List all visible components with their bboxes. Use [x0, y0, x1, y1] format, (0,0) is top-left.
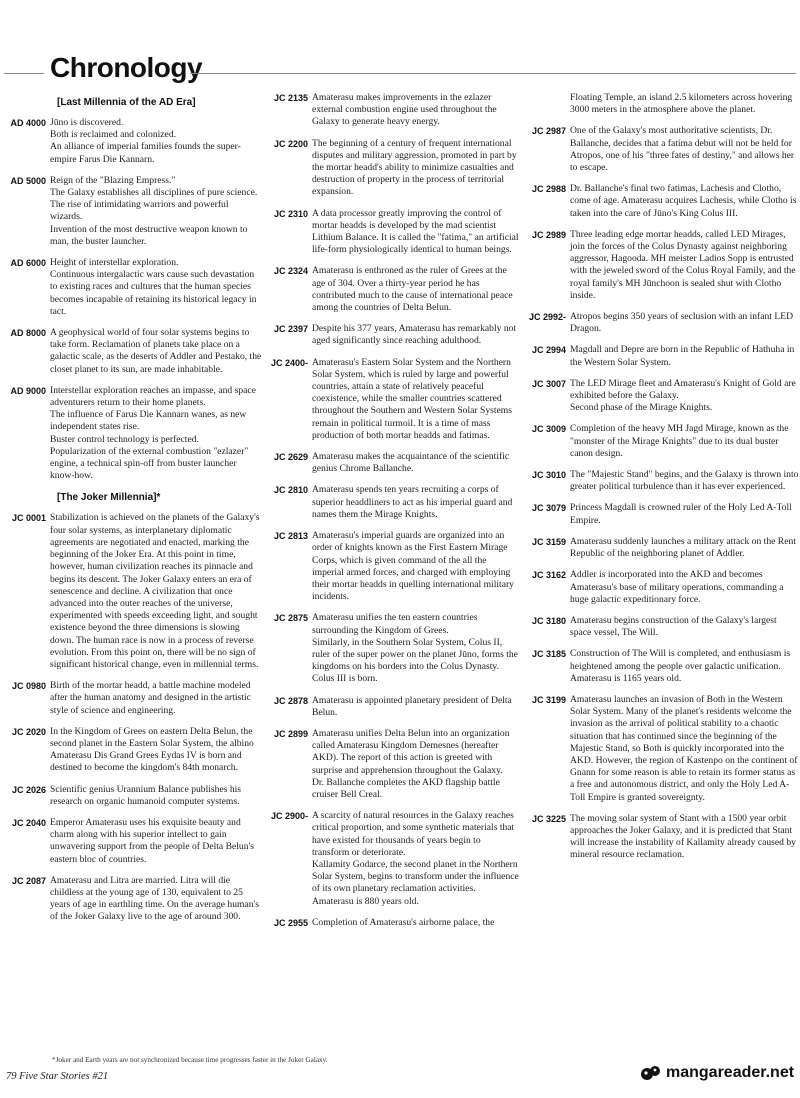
- entry-text: Reign of the "Blazing Empress." The Galaxy establishes all disciplines of pure science. The rise of intimidating warriors and powerful wizards. Invention of the most destructive weapon known to man, the buster launcher.: [50, 174, 258, 247]
- entry-year: JC 2200: [273, 138, 308, 149]
- entry-text: Princess Magdall is crowned ruler of the Holy Led A-Toll Empire.: [570, 502, 792, 526]
- entry-text: Interstellar exploration reaches an impasse, and space adventurers return to their home planets. The influence of Farus Die Kannarn wanes, as new independent states rise. Buster control technology is perfected. Popularization of the external combustion "ezlazer" engine, a technical spin-off from buster launcher know-how.: [50, 384, 256, 482]
- timeline-entry: [0, 817, 262, 866]
- timeline-entry: [522, 378, 800, 415]
- joker-millennia-entries: [0, 512, 262, 923]
- entry-text: Amaterasu launches an invasion of Both in the Western Solar System. Many of the planet's residents welcome the invasion as the arrival of political stability to a chaotic situation that has continued since the beginning of the Majestic Stand, so Both is quickly incorporated into the AKD. However, the region of Kastenpo on the continent of Gnann for some reason is able to retain its former status as a free and autonomous district, and only the Holy Led A-Toll Empire is granted sovereignty.: [570, 693, 798, 803]
- timeline-entry: [0, 385, 262, 483]
- timeline-entry: [522, 694, 800, 804]
- timeline-entry: [262, 357, 520, 442]
- continuation-entry: [522, 92, 800, 116]
- timeline-entry: [522, 183, 800, 220]
- entry-text: A data processor greatly improving the control of mortar headds is developed by the mad scientist Lithium Balance. It is called the "fatima," an artificial life-form physiologically identical to human beings.: [312, 207, 519, 256]
- entry-text: Addler is incorporated into the AKD and becomes Amaterasu's base of military operations, commanding a huge galactic expeditionary force.: [570, 569, 784, 605]
- entry-text: The moving solar system of Stant with a 1500 year orbit approaches the Joker Galaxy, and it is predicted that Stant will increase the instability of Kallamity already caused by mineral resource reclamation.: [570, 812, 796, 861]
- column-3: [522, 92, 800, 871]
- timeline-entry: [262, 810, 520, 908]
- entry-year: AD 6000: [10, 258, 46, 269]
- timeline-entry: [262, 208, 520, 257]
- entry-year: JC 3180: [531, 615, 566, 626]
- entry-year: JC 3009: [531, 424, 566, 435]
- entry-year: AD 9000: [10, 385, 46, 396]
- ad-era-entries: [0, 117, 262, 482]
- timeline-entry: [522, 569, 800, 606]
- timeline-entry: [522, 423, 800, 460]
- entry-year: JC 3162: [531, 570, 566, 581]
- entry-year: JC 3159: [531, 536, 566, 547]
- entry-text: The "Majestic Stand" begins, and the Galaxy is thrown into greater political turbulence than it has ever experienced.: [570, 469, 799, 493]
- entry-year: JC 2810: [273, 485, 308, 496]
- entry-year: JC 2992-: [528, 312, 566, 323]
- entry-year: JC 2989: [531, 229, 566, 240]
- timeline-entry: [262, 138, 520, 199]
- timeline-entry: [0, 784, 262, 808]
- timeline-entry: [522, 615, 800, 639]
- timeline-entry: [262, 484, 520, 521]
- timeline-entry: [0, 875, 262, 924]
- entry-year: AD 5000: [10, 175, 46, 186]
- entry-text: Amaterasu makes the acquaintance of the scientific genius Chrome Ballanche.: [312, 451, 510, 475]
- entry-year: JC 2994: [531, 345, 566, 356]
- entry-year: JC 2040: [11, 817, 46, 828]
- entry-text: Amaterasu's imperial guards are organized into an order of knights known as the First Eastern Mirage Corps, which is given command of the all the imperial armed forces, and charged with employing their mortar headds in quelling international military incidents.: [312, 530, 514, 603]
- entry-year: JC 0980: [11, 681, 46, 692]
- timeline-entry: [262, 323, 520, 347]
- title-rule-left: [4, 73, 44, 74]
- entry-year: JC 2324: [273, 266, 308, 277]
- entry-text: Amaterasu makes improvements in the ezlazer external combustion engine used throughout the Galaxy to generate heavy energy.: [312, 92, 497, 128]
- page-title: Chronology: [50, 52, 203, 83]
- entry-year: JC 0001: [11, 513, 46, 524]
- timeline-entry: [262, 917, 520, 929]
- timeline-entry: [262, 92, 520, 129]
- entry-year: JC 3007: [531, 378, 566, 389]
- entry-text: Birth of the mortar headd, a battle machine modeled after the human anatomy and designed in the artistic style of science and engineering.: [50, 680, 251, 716]
- timeline-entry: [0, 680, 262, 717]
- entry-year: JC 2899: [273, 728, 308, 739]
- entry-text: Stabilization is achieved on the planets of the Galaxy's four solar systems, as interplanetary diplomatic agreements are negotiated and enacted, marking the beginning of the Joker Era. At this point in time, however, human civilization reaches its pinnacle and begins its descent. The Joker Galaxy enters an era of senescence and decline. A civilization that once advanced into the outer reaches of the universe, experimented with speeds exceeding light, and sought existence beyond the three dimensions is slowing down. The human race is now in a process of reverse evolution. From this point on, there will be no sign of significant historical change, even in millennial terms.: [50, 512, 260, 670]
- entry-year: JC 2400-: [270, 357, 308, 368]
- section-heading-ad-era: [Last Millennia of the AD Era]: [57, 97, 196, 108]
- timeline-entry: [0, 327, 262, 376]
- entry-year: JC 2397: [273, 324, 308, 335]
- timeline-entry: [262, 530, 520, 603]
- section-heading-joker-millennia: [The Joker Millennia]*: [57, 492, 161, 504]
- entry-text: Height of interstellar exploration. Continuous intergalactic wars cause such devastation to existing races and cultures that the human species becomes incapable of retaining its historical legacy in tact.: [50, 257, 257, 317]
- entry-text: A geophysical world of four solar systems begins to take form. Reclamation of planets take place on a galactic scale, as the deserts of Addler and Pestako, the closet planet to its sun, are made inhabitable.: [50, 327, 262, 375]
- entry-year: JC 2813: [273, 531, 308, 542]
- entry-text: Construction of The Will is completed, and enthusiasm is heightened among the people over galactic unification. Amaterasu is 1165 years old.: [570, 648, 791, 684]
- entry-year: JC 2020: [11, 726, 46, 737]
- entry-year: AD 8000: [10, 328, 46, 339]
- watermark: [640, 1064, 794, 1082]
- timeline-entry: [0, 117, 262, 166]
- entry-text: Amaterasu unifies the ten eastern countries surrounding the Kingdom of Grees. Similarly, in the Southern Solar System, Colus II, ruler of the super power on the planet Jūno, forms the kingdoms on his borders into the Colus Dynasty. Colus III is born.: [312, 612, 518, 685]
- timeline-entry: [0, 512, 262, 671]
- timeline-entry: [262, 612, 520, 685]
- entry-year: JC 2987: [531, 126, 566, 137]
- timeline-entry: [522, 536, 800, 560]
- entry-text: Dr. Ballanche's final two fatimas, Lachesis and Clotho, come of age. Amaterasu acquires Lachesis, while Clotho is taken into the care of Jūno's King Colus III.: [570, 183, 797, 219]
- entry-year: JC 3185: [531, 649, 566, 660]
- entry-text: Emperor Amaterasu uses his exquisite beauty and charm along with his superior intellect to gain unwavering support from the people of Delta Belun's eastern bloc of countries.: [50, 816, 254, 865]
- timeline-entry: [262, 451, 520, 475]
- entry-year: JC 2900-: [270, 811, 308, 822]
- entry-text: In the Kingdom of Grees on eastern Delta Belun, the second planet in the Eastern Solar System, the albino Amaterasu Dis Grand Grees Eydas IV is born and destined to become the kingdom's 84th monarch.: [50, 725, 254, 774]
- entry-year: JC 3010: [531, 470, 566, 481]
- timeline-entry: [522, 813, 800, 862]
- entry-year: JC 2955: [273, 917, 308, 928]
- entry-year: JC 2875: [273, 613, 308, 624]
- continuation-text: Floating Temple, an island 2.5 kilometers across hovering 3000 meters in the atmosphere above the planet.: [570, 92, 793, 116]
- entry-text: Scientific genius Urannium Balance publishes his research on organic humanoid computer systems.: [50, 783, 242, 807]
- entry-text: Amaterasu and Litra are married. Litra will die childless at the young age of 130, equivalent to 25 years of age in earthling time. On the average human's of the Joker Galaxy live to the age of around 300.: [50, 874, 259, 923]
- timeline-entry: [0, 175, 262, 248]
- watermark-text: mangareader.net: [666, 1064, 795, 1081]
- timeline-entry: [262, 728, 520, 801]
- entry-text: Amaterasu suddenly launches a military attack on the Rent Republic of the neighboring planet of Addler.: [570, 535, 796, 560]
- entry-year: JC 3079: [531, 503, 566, 514]
- entry-text: Amaterasu spends ten years recruiting a corps of superior headdliners to act as his imperial guard and names them the Mirage Knights.: [312, 484, 513, 520]
- entry-text: The LED Mirage fleet and Amaterasu's Knight of Gold are exhibited before the Galaxy. Second phase of the Mirage Knights.: [570, 377, 796, 414]
- timeline-entry: [262, 265, 520, 314]
- timeline-entry: [522, 469, 800, 493]
- entry-year: JC 3225: [531, 813, 566, 824]
- entry-text: Completion of the heavy MH Jagd Mirage, known as the "monster of the Mirage Knights" due to its dual buster canon design.: [570, 423, 789, 459]
- page-number: 79 Five Star Stories #21: [6, 1071, 109, 1082]
- timeline-entry: [0, 726, 262, 775]
- entry-year: JC 3199: [531, 694, 566, 705]
- entry-year: JC 2629: [273, 452, 308, 463]
- timeline-entry: [0, 257, 262, 318]
- timeline-entry: [262, 695, 520, 719]
- entry-year: JC 2310: [273, 208, 308, 219]
- column-1: [0, 92, 262, 933]
- watermark-logo-icon: [640, 1064, 662, 1082]
- entry-text: Three leading edge mortar headds, called LED Mirages, join the forces of the Colus Dynasty against neighboring aggressor, Hagooda. MH meister Ladios Sopp is entrusted with the jeweled sword of the Colus Royal Family, and the royal family's MH Jūnchoon is sealed shut with Clotho inside.: [570, 228, 796, 301]
- timeline-entry: [522, 229, 800, 302]
- entry-year: JC 2878: [273, 695, 308, 706]
- title-rule-right: [190, 73, 796, 74]
- entry-text: Amaterasu is enthroned as the ruler of Grees at the age of 304. Over a thirty-year period he has contributed much to the cause of international peace among the countries of Delta Belun.: [312, 265, 513, 314]
- entry-text: Amaterasu begins construction of the Galaxy's largest space vessel, The Will.: [570, 614, 777, 639]
- entry-year: JC 2026: [11, 784, 46, 795]
- entry-text: One of the Galaxy's most authoritative scientists, Dr. Ballanche, decides that a fatima debut will not be held for Atropos, one of his "three fates of destiny," and allows her to escape.: [570, 125, 795, 174]
- entry-text: Completion of Amaterasu's airborne palace, the: [312, 916, 495, 928]
- timeline-entry: [522, 311, 800, 335]
- entry-text: A scarcity of natural resources in the Galaxy reaches critical proportion, and some synthetic materials that have existed for thousands of years begin to transform or deteriorate. Kallamity Godarce, the second planet in the Northern Solar System, begins to transform under the influence of its own planetary reclamation activities. Amaterasu is 880 years old.: [312, 810, 519, 907]
- entry-text: Amaterasu is appointed planetary president of Delta Belun.: [312, 694, 512, 718]
- footnote: *Joker and Earth years are not synchronized because time progresses faster in the Joker Galaxy.: [52, 1056, 328, 1064]
- timeline-entry: [522, 502, 800, 526]
- entry-year: JC 2988: [531, 184, 566, 195]
- column-3-entries: [522, 125, 800, 861]
- entry-text: Amaterasu's Eastern Solar System and the Northern Solar System, which is ruled by large and powerful countries, attain a state of relatively peaceful coexistence, while the smaller countries scattered throughout the Southern and Western Solar Systems remain in political turmoil. It is a time of mass production of both mortar headds and fatimas.: [312, 356, 512, 441]
- entry-year: JC 2135: [273, 93, 308, 103]
- entry-text: Despite his 377 years, Amaterasu has remarkably not aged significantly since reaching adulthood.: [312, 323, 517, 347]
- timeline-entry: [522, 125, 800, 174]
- entry-text: Jūno is discovered. Both is reclaimed and colonized. An alliance of imperial families founds the super-empire Farus Die Kannarn.: [50, 117, 241, 165]
- entry-year: AD 4000: [10, 118, 46, 128]
- entry-text: Amaterasu unifies Delta Belun into an organization called Amaterasu Kingdom Demesnes (hereafter AKD). The report of this action is greeted with surprise and apprehension throughout the Galaxy. Dr. Ballanche completes the AKD flagship battle cruiser Bell Creal.: [312, 727, 510, 800]
- timeline-entry: [522, 344, 800, 368]
- entry-text: Atropos begins 350 years of seclusion with an infant LED Dragon.: [570, 311, 794, 335]
- timeline-entry: [522, 648, 800, 685]
- column-2: [262, 92, 520, 938]
- entry-year: JC 2087: [11, 875, 46, 886]
- entry-text: The beginning of a century of frequent international disputes and military aggression, promoted in part by the mortar headd's ability to minimize casualties and destruction of property in the process of territorial expansion.: [312, 137, 517, 198]
- column-2-entries: [262, 92, 520, 929]
- entry-text: Magdall and Depre are born in the Republic of Hathuha in the Western Solar System.: [570, 344, 795, 368]
